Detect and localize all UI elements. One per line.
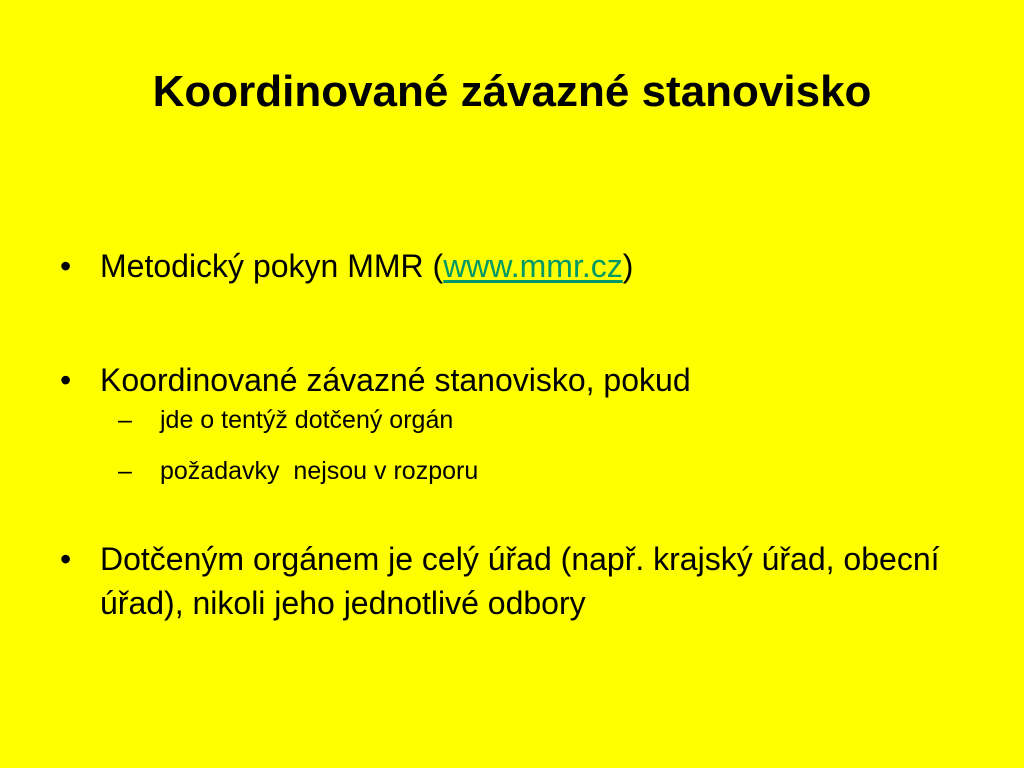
bullet-item-methodology	[56, 244, 976, 288]
bullet-text: Koordinované závazné stanovisko, pokud	[100, 362, 691, 398]
mmr-link[interactable]: www.mmr.cz	[443, 248, 623, 284]
sub-bullet-text: požadavky nejsou v rozporu	[160, 457, 479, 485]
bullet-text-prefix: Metodický pokyn MMR (	[100, 248, 444, 284]
bullet-marker: •	[60, 541, 72, 577]
bullet-marker: •	[60, 248, 72, 284]
sub-bullet-list	[100, 406, 976, 485]
dash-marker: –	[118, 457, 132, 485]
sub-bullet-item-same-authority	[118, 406, 976, 434]
bullet-item-authority-definition	[56, 537, 976, 625]
sub-bullet-text: jde o tentýž dotčený orgán	[160, 406, 454, 434]
bullet-list	[56, 244, 976, 625]
bullet-text: Dotčeným orgánem je celý úřad (např. krajský úřad, obecní úřad), nikoli jeho jednotlivé odbory	[100, 541, 940, 621]
sub-bullet-item-no-conflict	[118, 457, 976, 485]
bullet-text-suffix: )	[622, 248, 634, 284]
dash-marker: –	[118, 406, 132, 434]
bullet-item-coordinated-opinion	[56, 358, 976, 485]
slide-title: Koordinované závazné stanovisko	[152, 67, 872, 116]
bullet-marker: •	[60, 362, 72, 398]
